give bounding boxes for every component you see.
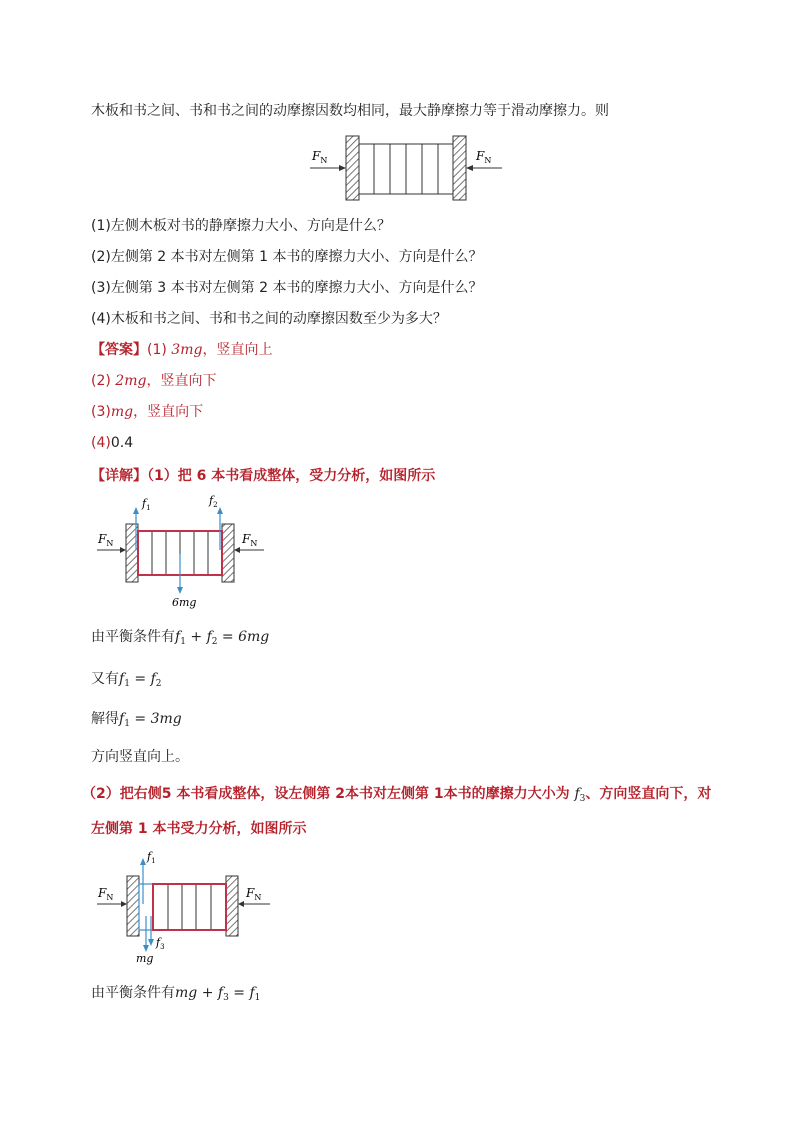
answer-line-4: (4)0.4 [91,435,134,451]
detail-part2-line2: 左侧第 1 本书受力分析，如图所示 [91,821,307,837]
svg-text:mg: mg [136,952,154,965]
detail-line-1: 【详解】（1）把 6 本书看成整体，受力分析，如图所示 [91,468,436,484]
detail-tag: 【详解】 [91,468,147,484]
right-force-label: $F_N$ [476,149,492,165]
left-force-label: $F_N$ [312,149,328,165]
svg-text:FN: $F_N$ [246,886,262,902]
left-board [346,136,359,200]
figure-books-between-boards [300,132,510,204]
svg-text:f3: $f_3$ [156,936,165,951]
figure-first-book-forces [92,846,278,966]
figure-whole-stack-forces [92,494,272,610]
right-board [453,136,466,200]
answer-line-3: (3)mg，竖直向下 [91,404,204,420]
answer-tag: 【答案】 [91,342,147,358]
svg-text:6mg: 6mg [172,596,197,609]
right-board [222,524,234,582]
equation-1: 由平衡条件有$f_1 + f_2 = 6mg$ [91,629,270,647]
answer-line-2: (2) 2mg，竖直向下 [91,373,217,389]
question-1: (1)左侧木板对书的静摩擦力大小、方向是什么？ [91,218,391,234]
svg-text:FN: $F_N$ [98,886,114,902]
question-2: (2)左侧第 2 本书对左侧第 1 本书的摩擦力大小、方向是什么？ [91,249,483,265]
svg-text:FN: $F_N$ [98,532,114,548]
question-3: (3)左侧第 3 本书对左侧第 2 本书的摩擦力大小、方向是什么？ [91,280,483,296]
answer-line-1: 【答案】(1) 3mg，竖直向上 [91,342,273,358]
svg-text:f2: $f_2$ [209,494,218,509]
intro-text: 木板和书之间、书和书之间的动摩擦因数均相同，最大静摩擦力等于滑动摩擦力。则 [91,103,609,119]
equation-2: 又有$f_1 = f_2$ [91,671,162,689]
question-4: (4)木板和书之间、书和书之间的动摩擦因数至少为多大？ [91,311,447,327]
svg-text:f1: $f_1$ [147,850,156,865]
equation-3: 解得$f_1 = 3mg$ [91,711,182,729]
left-board [127,876,139,936]
direction-up: 方向竖直向上。 [91,749,189,765]
svg-text:f1: $f_1$ [142,497,151,512]
right-board [226,876,238,936]
detail-part2-line1: （2）把右侧5 本书看成整体，设左侧第 2本书对左侧第 1本书的摩擦力大小为 $f_3$、方向竖直向下，对 [82,786,712,804]
equation-4: 由平衡条件有mg + $f_3 = f_1$ [91,985,261,1003]
svg-text:FN: $F_N$ [242,532,258,548]
